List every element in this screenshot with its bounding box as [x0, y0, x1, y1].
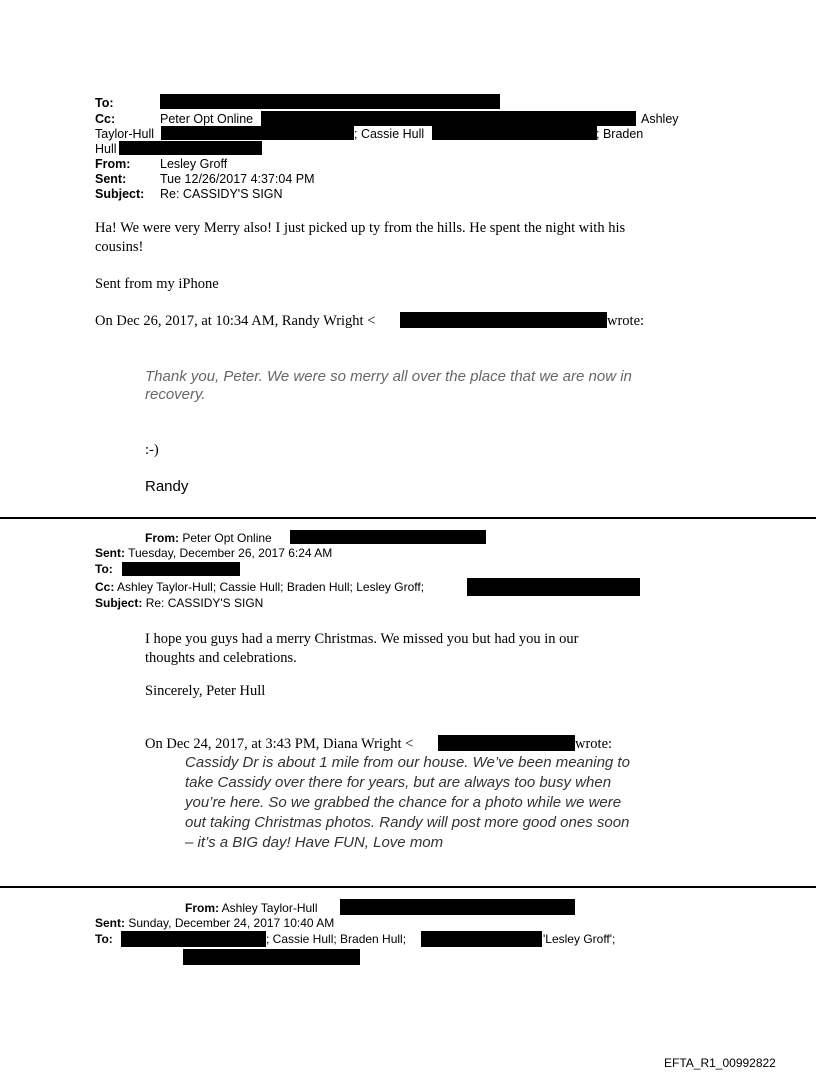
cc-line2-c: ; Braden — [596, 127, 644, 141]
redaction — [290, 530, 486, 544]
quote-intro-diana-wrote: wrote: — [575, 736, 613, 752]
redaction — [160, 94, 500, 109]
redaction — [121, 931, 266, 947]
subject-label: Subject: — [95, 187, 145, 201]
ashley-from: From: Ashley Taylor-Hull — [185, 901, 318, 915]
randy-line1: Thank you, Peter. We were so merry all over the place that we are now in — [145, 368, 632, 385]
randy-name: Randy — [145, 478, 189, 495]
peter-cc: Cc: Ashley Taylor-Hull; Cassie Hull; Braden Hull; Lesley Groff; — [95, 580, 425, 594]
subject-value: Re: CASSIDY'S SIGN — [160, 187, 283, 201]
randy-line2: recovery. — [145, 386, 206, 403]
redaction — [119, 141, 262, 155]
cc-line2-b: ; Cassie Hull — [354, 127, 425, 141]
quote-intro-wrote: wrote: — [607, 313, 645, 329]
peter-sent: Sent: Tuesday, December 26, 2017 6:24 AM — [95, 546, 333, 560]
redaction — [432, 126, 597, 140]
peter-from: From: Peter Opt Online — [145, 531, 272, 545]
cc-label: Cc: — [95, 112, 116, 126]
document-id: EFTA_R1_00992822 — [664, 1056, 776, 1070]
ashley-to-a: ; Cassie Hull; Braden Hull; — [266, 932, 407, 946]
peter-signoff: Sincerely, Peter Hull — [145, 683, 266, 699]
redaction — [161, 126, 354, 140]
redaction — [183, 949, 360, 965]
redaction — [122, 562, 240, 576]
cc-name-peter: Peter Opt Online — [160, 112, 254, 126]
peter-body-line1: I hope you guys had a merry Christmas. We missed you but had you in our — [145, 631, 579, 647]
cc-line3: Hull — [95, 142, 117, 156]
sent-label: Sent: — [95, 172, 127, 186]
to-label: To: — [95, 96, 114, 110]
divider — [0, 886, 816, 888]
randy-smiley: :-) — [145, 442, 159, 458]
divider — [0, 517, 816, 519]
quote-intro-diana: On Dec 24, 2017, at 3:43 PM, Diana Wright < — [145, 736, 414, 752]
ashley-sent: Sent: Sunday, December 24, 2017 10:40 AM — [95, 916, 335, 930]
redaction — [261, 111, 636, 126]
body-line2: cousins! — [95, 239, 144, 255]
quote-intro-randy: On Dec 26, 2017, at 10:34 AM, Randy Wright < — [95, 313, 376, 329]
redaction — [421, 931, 542, 947]
peter-to: To: — [95, 562, 113, 576]
sent-value: Tue 12/26/2017 4:37:04 PM — [160, 172, 315, 186]
redaction — [340, 899, 575, 915]
redaction — [467, 578, 640, 596]
body-line1: Ha! We were very Merry also! I just picked up ty from the hills. He spent the night with his — [95, 220, 626, 236]
ashley-to-b: 'Lesley Groff'; — [543, 932, 616, 946]
sent-from-iphone: Sent from my iPhone — [95, 276, 219, 292]
cc-name-ashley: Ashley — [641, 112, 679, 126]
peter-body-line2: thoughts and celebrations. — [145, 650, 297, 666]
from-label: From: — [95, 157, 131, 171]
peter-subject: Subject: Re: CASSIDY'S SIGN — [95, 596, 264, 610]
redaction — [400, 312, 607, 328]
diana-quote: Cassidy Dr is about 1 mile from our house. We’ve been meaning to take Cassidy over there for years, but are always too busy when you’re here. So we grabbed the chance for a photo while we were out taking Christmas photos. Randy will post more good ones soon – it’s a BIG day! Have FUN, Love mom — [185, 754, 630, 851]
from-value: Lesley Groff — [160, 157, 228, 171]
redaction — [438, 735, 575, 751]
ashley-to-label: To: — [95, 932, 113, 946]
cc-line2-a: Taylor-Hull — [95, 127, 155, 141]
